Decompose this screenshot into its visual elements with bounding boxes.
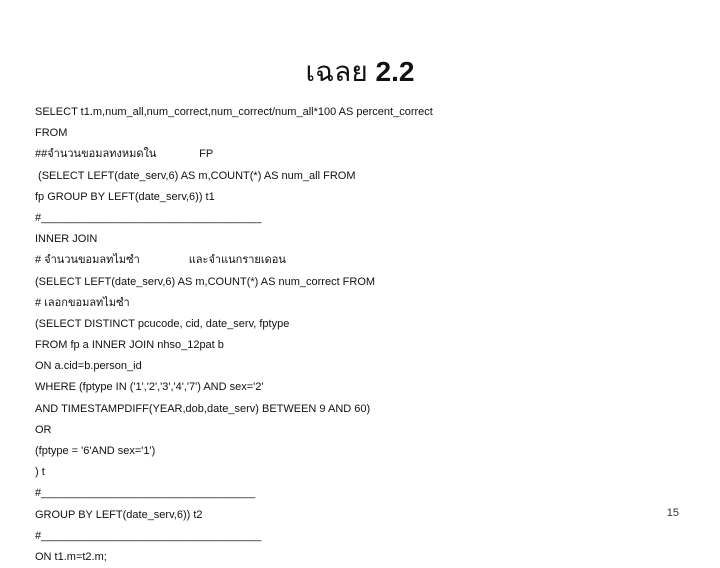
code-line: ON t1.m=t2.m; [35,550,107,563]
code-line: # เลอกขอมลทไมซำ [35,296,130,309]
code-line: fp GROUP BY LEFT(date_serv,6)) t1 [35,190,215,203]
slide-title [0,50,720,94]
code-line: FROM [35,127,68,140]
code-line: #____________________________________ [35,529,262,542]
code-line: (fptype = '6'AND sex='1') [35,445,156,457]
code-line: #____________________________________ [35,211,262,224]
sql-code-block [35,102,695,568]
code-line: OR [35,423,52,436]
page-number: 15 [666,507,679,519]
code-line: WHERE (fptype IN ('1','2','3','4','7') AND sex='2' [35,381,264,394]
code-line: (SELECT LEFT(date_serv,6) AS m,COUNT(*) AS num_all FROM [35,169,356,182]
code-line: # จำนวนขอมลทไมซำ และจำแนกรายเดอน [35,254,286,267]
code-line: (SELECT DISTINCT pcucode, cid, date_serv, fptype [35,317,290,330]
code-line: ON a.cid=b.person_id [35,360,142,373]
slide-title-number: 2.2 [375,56,415,87]
code-line: SELECT t1.m,num_all,num_correct,num_correct/num_all*100 AS percent_correct [35,106,433,118]
code-line: AND TIMESTAMPDIFF(YEAR,dob,date_serv) BETWEEN 9 AND 60) [35,402,371,415]
slide-title-text: เฉลย [305,56,376,87]
code-line: GROUP BY LEFT(date_serv,6)) t2 [35,508,203,521]
code-line: #___________________________________ [35,487,256,500]
code-line: (SELECT LEFT(date_serv,6) AS m,COUNT(*) AS num_correct FROM [35,275,376,288]
code-line: ##จำนวนขอมลทงหมดใน FP [35,148,214,161]
code-line: INNER JOIN [35,233,98,246]
code-line: ) t [35,466,45,479]
code-line: FROM fp a INNER JOIN nhso_12pat b [35,339,224,352]
